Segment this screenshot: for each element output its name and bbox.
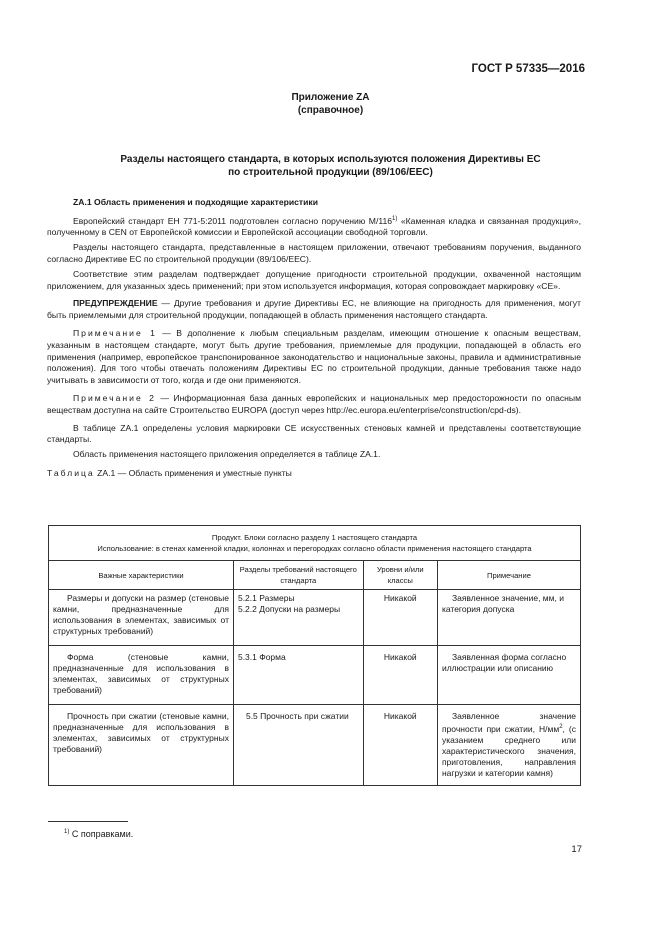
note-2: [47, 393, 581, 417]
row3-note-sup: 2: [559, 724, 563, 730]
document-code: ГОСТ Р 57335—2016: [471, 63, 585, 75]
row1-note: Заявленное значение, мм, и категория допуска: [437, 590, 580, 646]
row1-section-b: 5.2.2 Допуски на размеры: [237, 604, 341, 614]
table-product-row: [49, 526, 581, 561]
warning-text: — Другие требования и другие Директивы ЕС, не влияющие на пригодность для применения, могут быть приемлемыми для строительной продукции, попадающей в область применения настоящего стандарта.: [47, 298, 581, 321]
warning-label: ПРЕДУПРЕЖДЕНИЕ: [73, 298, 158, 309]
table-caption-text: ZA.1 — Область применения и уместные пункты: [94, 468, 292, 478]
scope-table: [48, 525, 581, 786]
main-title-line1: Разделы настоящего стандарта, в которых используются положения Директивы ЕС: [120, 154, 541, 165]
note-1: [47, 328, 581, 387]
section-heading: ZA.1 Область применения и подходящие характеристики: [73, 197, 318, 207]
header-levels: Уровни и/или классы: [363, 561, 437, 590]
row2-level: Никакой: [363, 646, 437, 705]
paragraph-4: В таблице ZA.1 определены условия маркировки СЕ искусственных стеновых камней и представлены соответствующие стандарты.: [47, 422, 581, 445]
row1-sections: [233, 590, 363, 646]
row1-characteristic: Размеры и допуски на размер (стеновые камни, предназначенные для использования в элементах, зависимых от структурных требований): [49, 590, 234, 646]
main-title: [60, 153, 601, 179]
footnote: [64, 829, 133, 839]
main-title-line2: по строительной продукции (89/106/ЕЕС): [228, 167, 433, 178]
body-text: [47, 197, 581, 488]
note-1-label: Примечание 1: [73, 328, 157, 339]
annex-subtitle: (справочное): [297, 105, 364, 116]
header-characteristics: Важные характеристики: [49, 561, 234, 590]
annex-title: Приложение ZA: [291, 92, 370, 103]
header-note: Примечание: [437, 561, 580, 590]
row3-note-b: , (с указанием среднего или характеристического значения, приготовления, направления нагрузки и категории камня): [441, 723, 576, 778]
row3-note-a: Заявленное значение прочности при сжатии, Н/мм: [441, 711, 576, 734]
note-2-text: — Информационная база данных европейских и национальных мер предосторожности по опасным веществам доступна на сайте Строительство EUROPA (доступ через http://ec.europa.eu/enterprise/construction/cpd-ds).: [47, 393, 581, 415]
paragraph-3: Соответствие этим разделам подтверждает допущение пригодности строительной продукции, охваченной настоящим приложением, для указанных здесь применений; при этом используется информация, которая сопровождает маркировку «СЕ».: [47, 268, 581, 291]
table-row: [49, 646, 581, 705]
row3-note: [437, 705, 580, 786]
page-number: 17: [571, 844, 582, 855]
product-line2: Использование: в стенах каменной кладки, колоннах и перегородках согласно области применения настоящего стандарта: [97, 544, 532, 553]
table-row: [49, 705, 581, 786]
note-1-text: — В дополнение к любым специальным разделам, имеющим отношение к опасным веществам, указанным в настоящем стандарте, могут быть другие требования, приемлемые для продукции, попадающей в область его применения (например, европейское транспонированное законодательство и национальные законы, правила и административные положения). Для того чтобы отвечать положениям Директивы ЕС по строительной продукции, данные требования также надо учитывать в зависимости от того, когда и где они применяются.: [47, 328, 581, 386]
paragraph-1-text-a: Европейский стандарт ЕН 771-5:2011 подготовлен согласно поручению М/116: [73, 215, 393, 226]
table-caption: [47, 468, 581, 480]
paragraph-5: Область применения настоящего приложения определяется в таблице ZA.1.: [73, 449, 381, 460]
row2-sections: 5.3.1 Форма: [233, 646, 363, 705]
product-line1: Продукт. Блоки согласно разделу 1 настоящего стандарта: [211, 533, 418, 542]
footnote-ref: 1): [392, 215, 398, 222]
row1-level: Никакой: [363, 590, 437, 646]
row3-sections: 5.5 Прочность при сжатии: [233, 705, 363, 786]
footnote-mark: 1): [64, 829, 70, 835]
table-header-row: [49, 561, 581, 590]
footnote-text: С поправками.: [69, 829, 134, 839]
row2-note: Заявленная форма согласно иллюстрации или описанию: [437, 646, 580, 705]
table-product-cell: [49, 526, 581, 561]
row3-characteristic: Прочность при сжатии (стеновые камни, предназначенные для использования в элементах, зависимых от структурных требований): [49, 705, 234, 786]
warning-paragraph: [47, 298, 581, 322]
table-row: [49, 590, 581, 646]
annex-heading: [0, 91, 661, 117]
note-2-label: Примечание 2: [73, 393, 156, 404]
row1-section-a: 5.2.1 Размеры: [237, 593, 295, 603]
row3-level: Никакой: [363, 705, 437, 786]
paragraph-1: [47, 214, 581, 239]
header-sections: Разделы требований настоящего стандарта: [233, 561, 363, 590]
paragraph-1-text-b: «Каменная кладка и связанная продукция», полученному в CEN от Европейской комиссии и Европейской ассоциации свободной торговли.: [47, 215, 581, 238]
table-caption-label: Таблица: [47, 468, 95, 478]
paragraph-2: Разделы настоящего стандарта, представленные в настоящем приложении, отвечают требованиям поручения, выданного согласно Директиве ЕС по строительной продукции (89/106/ЕЕС).: [47, 242, 581, 265]
footnote-divider: [48, 821, 128, 822]
row2-characteristic: Форма (стеновые камни, предназначенные для использования в элементах, зависимых от структурных требований): [49, 646, 234, 705]
